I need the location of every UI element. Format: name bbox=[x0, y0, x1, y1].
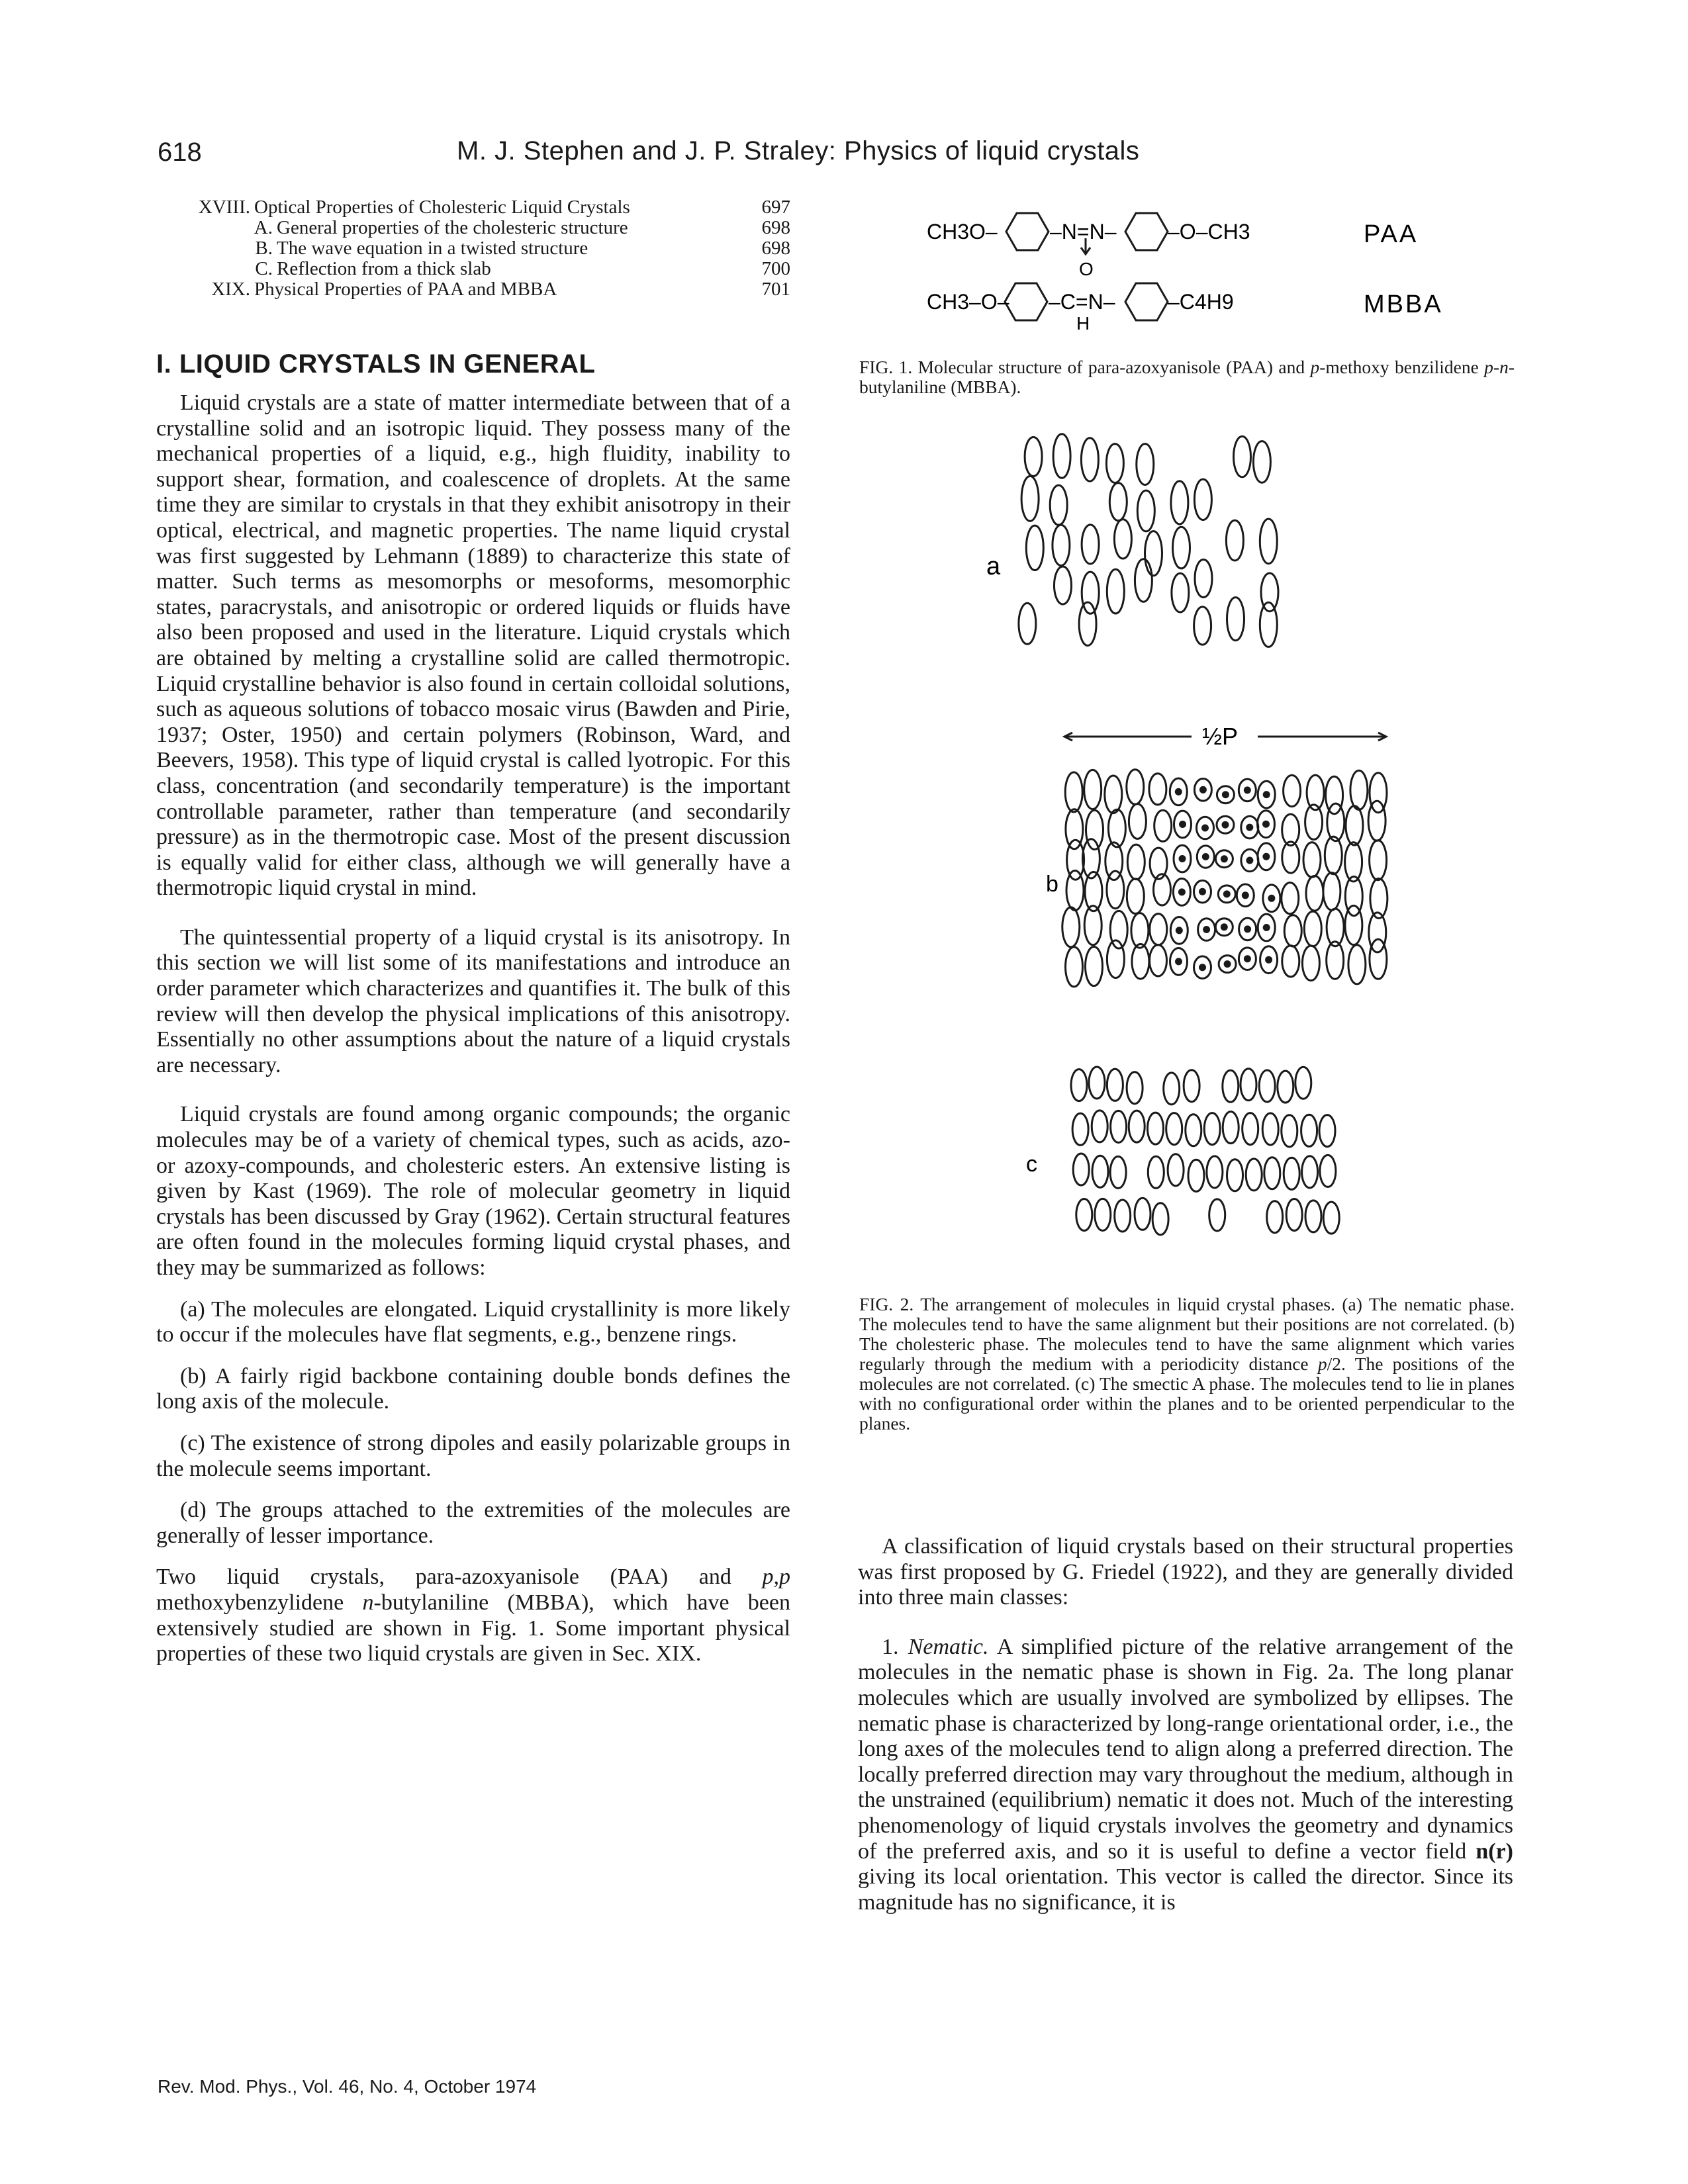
molecule-ellipse bbox=[1150, 914, 1167, 945]
molecule-ellipse bbox=[1327, 803, 1344, 841]
mbba-left-group: CH3–O– bbox=[927, 290, 1009, 314]
panel-label-a: a bbox=[986, 553, 1001, 580]
molecule-ellipse bbox=[1109, 483, 1127, 521]
molecule-ellipse bbox=[1246, 1159, 1262, 1191]
text-run: Two liquid crystals, para-azoxyanisole (PAA) and bbox=[156, 1565, 763, 1590]
toc-entry-number: XVIII. bbox=[198, 197, 250, 218]
molecule-dot bbox=[1176, 789, 1181, 794]
toc-entry-title: Reflection from a thick slab bbox=[277, 258, 491, 279]
molecule-dot bbox=[1244, 788, 1250, 793]
toc-entry bbox=[154, 238, 790, 259]
molecule-ellipse bbox=[1267, 1201, 1283, 1233]
italic-text: n bbox=[362, 1590, 374, 1615]
section-heading: I. LIQUID CRYSTALS IN GENERAL bbox=[156, 349, 596, 379]
toc-entry-title: General properties of the cholesteric structure bbox=[277, 217, 628, 238]
molecule-ellipse bbox=[1066, 947, 1083, 987]
text-run: /2. The positions of the molecules are not correlated. (c) The smectic A phase. The molecules tend to lie in planes with no configurational order within the planes and to be oriented perpendicular to the planes. bbox=[859, 1353, 1515, 1433]
molecule-ellipse bbox=[1227, 1160, 1243, 1191]
molecule-dot bbox=[1176, 928, 1182, 933]
mbba-right-group: –C4H9 bbox=[1168, 290, 1234, 314]
molecule-dot bbox=[1223, 822, 1228, 827]
molecule-ellipse bbox=[1108, 809, 1125, 847]
molecule-dot bbox=[1223, 792, 1228, 797]
left-column bbox=[156, 390, 790, 1667]
molecule-ellipse bbox=[1253, 441, 1270, 483]
molecule-ellipse bbox=[1184, 1070, 1199, 1102]
italic-text: Nematic. bbox=[908, 1634, 989, 1659]
molecule-ellipse bbox=[1326, 776, 1343, 814]
molecule-ellipse bbox=[1282, 946, 1299, 977]
italic-text: p bbox=[1317, 1353, 1327, 1374]
text-run: 1. bbox=[882, 1634, 908, 1659]
molecule-ellipse bbox=[1368, 801, 1385, 841]
molecule-ellipse bbox=[1095, 1199, 1111, 1230]
toc-entry bbox=[154, 197, 790, 218]
molecule-ellipse bbox=[1114, 520, 1131, 559]
figure-2a-nematic bbox=[980, 430, 1311, 655]
toc-entry-number: XIX. bbox=[211, 279, 250, 300]
molecule-ellipse bbox=[1302, 946, 1319, 981]
paa-left-group: CH3O– bbox=[927, 220, 998, 244]
molecule-ellipse bbox=[1370, 773, 1387, 813]
paa-label: PAA bbox=[1364, 220, 1419, 248]
molecule-ellipse bbox=[1135, 1198, 1150, 1230]
molecule-ellipse bbox=[1209, 1199, 1225, 1231]
toc-entry-page: 698 bbox=[761, 217, 790, 238]
molecule-ellipse bbox=[1089, 1067, 1105, 1099]
text-run: -methoxy benzilidene bbox=[1319, 357, 1485, 377]
italic-text: p-n bbox=[1484, 357, 1509, 377]
molecule-ellipse bbox=[1076, 1199, 1092, 1231]
molecule-ellipse bbox=[1204, 1113, 1220, 1145]
molecule-ellipse bbox=[1243, 1113, 1258, 1145]
molecule-ellipse bbox=[1092, 1111, 1107, 1142]
molecule-ellipse bbox=[1284, 915, 1301, 946]
molecule-ellipse bbox=[1148, 1156, 1164, 1188]
molecule-ellipse bbox=[1021, 476, 1039, 521]
molecule-ellipse bbox=[1370, 939, 1387, 979]
molecule-dot bbox=[1247, 858, 1252, 863]
paa-linkage: –N=N– bbox=[1050, 220, 1117, 244]
molecule-dot bbox=[1204, 927, 1209, 933]
molecule-ellipse bbox=[1107, 1069, 1123, 1101]
molecule-ellipse bbox=[1111, 1111, 1127, 1142]
molecule-dot bbox=[1266, 957, 1272, 962]
molecule-ellipse bbox=[1135, 559, 1152, 602]
list-item: (a) The molecules are elongated. Liquid crystallinity is more likely to occur if the molecules have flat segments, e.g., benzene rings. bbox=[156, 1297, 790, 1347]
molecule-ellipse bbox=[1302, 1156, 1318, 1188]
molecule-ellipse bbox=[1110, 1156, 1126, 1188]
molecule-ellipse bbox=[1152, 1203, 1168, 1235]
molecule-ellipse bbox=[1241, 1069, 1256, 1101]
mbba-linkage: –C=N– bbox=[1049, 290, 1115, 314]
figure-1-caption bbox=[859, 357, 1515, 397]
molecule-dot bbox=[1264, 854, 1269, 859]
molecule-dot bbox=[1200, 965, 1205, 970]
toc-entry bbox=[154, 279, 790, 300]
molecule-ellipse bbox=[1301, 1115, 1317, 1146]
molecule-ellipse bbox=[1194, 607, 1211, 645]
molecule-ellipse bbox=[1149, 774, 1166, 805]
molecule-ellipse bbox=[1129, 804, 1146, 839]
molecule-dot bbox=[1264, 925, 1269, 931]
bold-text: n(r) bbox=[1476, 1839, 1513, 1864]
molecule-ellipse bbox=[1115, 1200, 1131, 1232]
molecule-ellipse bbox=[1306, 876, 1323, 911]
molecule-dot bbox=[1200, 787, 1205, 792]
molecule-ellipse bbox=[1073, 1154, 1089, 1185]
body-paragraph bbox=[858, 1635, 1513, 1916]
body-paragraph bbox=[156, 1565, 790, 1666]
toc-entry-title: Physical Properties of PAA and MBBA bbox=[254, 279, 557, 300]
molecule-ellipse bbox=[1050, 485, 1067, 525]
molecule-ellipse bbox=[1092, 1156, 1108, 1187]
molecule-dot bbox=[1180, 822, 1186, 827]
molecule-ellipse bbox=[1082, 572, 1099, 614]
molecule-ellipse bbox=[1304, 911, 1321, 946]
toc-entry-page: 697 bbox=[761, 197, 790, 218]
mbba-hydrogen: H bbox=[1076, 313, 1090, 334]
paa-oxide: O bbox=[1079, 259, 1094, 279]
molecule-ellipse bbox=[1346, 806, 1363, 845]
molecule-ellipse bbox=[1348, 945, 1366, 984]
molecule-ellipse bbox=[1323, 873, 1340, 911]
toc-entry-title: The wave equation in a twisted structure bbox=[277, 238, 588, 259]
molecule-ellipse bbox=[1131, 913, 1149, 948]
molecule-ellipse bbox=[1072, 1113, 1088, 1145]
molecule-ellipse bbox=[1129, 1111, 1145, 1142]
molecule-dot bbox=[1200, 889, 1205, 894]
toc-entry bbox=[154, 218, 790, 238]
molecule-dot bbox=[1203, 854, 1208, 860]
molecule-ellipse bbox=[1171, 481, 1188, 524]
molecule-ellipse bbox=[1260, 519, 1277, 563]
molecule-ellipse bbox=[1150, 945, 1167, 976]
molecule-ellipse bbox=[1053, 434, 1070, 478]
molecule-ellipse bbox=[1223, 1070, 1239, 1102]
molecule-ellipse bbox=[1166, 1113, 1182, 1145]
figure-2b-cholesteric bbox=[980, 718, 1430, 1009]
molecule-ellipse bbox=[1282, 1115, 1297, 1147]
body-paragraph: Liquid crystals are a state of matter intermediate between that of a crystalline solid and an isotropic liquid. They possess many of the mechanical properties of a liquid, e.g., high fluidity, inability to support shear, formation, and coalescence of droplets. At the same time they are similar to crystals in that they exhibit anisotropy in their optical, electrical, and magnetic properties. The name liquid crystal was first suggested by Lehmann (1889) to characterize this state of matter. Such terms as mesomorphs or mesoforms, mesomorphic states, paracrystals, and anisotropic or ordered liquids or fluids have also been proposed and used in the literature. Liquid crystals which are obtained by melting a crystalline solid are called thermotropic. Liquid crystalline behavior is also found in certain colloidal solutions, such as aqueous solutions of tobacco mosaic virus (Bawden and Pirie, 1937; Oster, 1950) and certain polymers (Robinson, Ward, and Beevers, 1958). This type of liquid crystal is called lyotropic. For this class, concentration (and secondarily temperature) is the important controllable parameter, rather than temperature (and secondarily pressure) as in the thermotropic case. Most of the present discussion is equally valid for either class, although we will generally have a thermotropic liquid crystal in mind. bbox=[156, 390, 790, 901]
italic-text: p bbox=[1310, 357, 1320, 377]
molecule-dot bbox=[1264, 792, 1269, 797]
molecule-dot bbox=[1180, 856, 1185, 862]
molecule-ellipse bbox=[1065, 772, 1082, 812]
molecule-ellipse bbox=[1345, 905, 1362, 944]
molecule-ellipse bbox=[1025, 437, 1042, 477]
text-run: methoxybenzylidene bbox=[156, 1590, 363, 1615]
molecule-ellipse bbox=[1062, 907, 1080, 947]
table-of-contents bbox=[154, 197, 790, 300]
molecule-ellipse bbox=[1127, 879, 1144, 914]
benzene-ring-icon bbox=[1125, 213, 1168, 250]
molecule-ellipse bbox=[1086, 947, 1103, 986]
molecule-ellipse bbox=[1323, 1202, 1339, 1234]
molecule-ellipse bbox=[1154, 810, 1172, 841]
molecule-ellipse bbox=[1319, 1115, 1335, 1147]
toc-entry-page: 700 bbox=[761, 258, 790, 279]
molecule-ellipse bbox=[1282, 883, 1299, 914]
benzene-ring-icon bbox=[1005, 283, 1047, 320]
molecule-ellipse bbox=[1086, 810, 1103, 849]
molecule-ellipse bbox=[1186, 1115, 1201, 1146]
text-run: FIG. 2. The arrangement of molecules in liquid crystal phases. (a) The nematic phase. The molecules tend to have the same alignment but their positions are not correlated. (b) The cholesteric phase. The molecules tend to have the same alignment which varies regularly through the medium with a periodicity distance bbox=[859, 1294, 1515, 1374]
toc-entry-page: 701 bbox=[761, 279, 790, 300]
molecule-ellipse bbox=[1148, 1113, 1164, 1144]
molecule-ellipse bbox=[1084, 770, 1102, 809]
toc-entry-title: Optical Properties of Cholesteric Liquid Crystals bbox=[254, 197, 630, 218]
molecule-ellipse bbox=[1284, 1158, 1299, 1189]
molecule-ellipse bbox=[1226, 520, 1243, 561]
benzene-ring-icon bbox=[1006, 213, 1049, 250]
molecule-ellipse bbox=[1320, 1155, 1336, 1187]
molecule-ellipse bbox=[1137, 444, 1154, 485]
text-run: A simplified picture of the relative arrangement of the molecules in the nematic phase is shown in Fig. 2a. The long planar molecules which are usually involved are symbolized by ellipses. The nematic phase is characterized by long-range orientational order, i.e., the long axes of the molecules tend to align along a preferred direction. The locally preferred direction may vary throughout the medium, although in the unstrained (equilibrium) nematic it does not. Much of the interesting phenomenology of liquid crystals involves the geometry and dynamics of the preferred axis, and so it is useful to define a vector field bbox=[858, 1634, 1514, 1864]
figure-1-molecules bbox=[927, 197, 1509, 349]
molecule-ellipse bbox=[1145, 531, 1162, 576]
molecule-ellipse bbox=[1188, 1160, 1204, 1191]
body-paragraph: Liquid crystals are found among organic compounds; the organic molecules may be of a variety of chemical types, such as acids, azo- or azoxy-compounds, and cholesteric esters. An extensive listing is given by Kast (1969). The role of molecular geometry in liquid crystals has been discussed by Gray (1962). Certain structural features are often found in the molecules forming liquid crystal phases, and they may be summarized as follows: bbox=[156, 1102, 790, 1280]
molecule-ellipse bbox=[1107, 871, 1124, 909]
molecule-ellipse bbox=[1172, 573, 1189, 612]
molecule-ellipse bbox=[1173, 527, 1190, 569]
molecule-dot bbox=[1245, 927, 1250, 932]
molecule-ellipse bbox=[1081, 438, 1098, 481]
pitch-label: ½P bbox=[1202, 723, 1239, 750]
running-title: M. J. Stephen and J. P. Straley: Physics of liquid crystals bbox=[457, 136, 1140, 165]
molecule-ellipse bbox=[1164, 1073, 1180, 1105]
molecule-ellipse bbox=[1370, 841, 1387, 880]
toc-entry-page: 698 bbox=[761, 238, 790, 259]
mbba-label: MBBA bbox=[1364, 291, 1443, 318]
toc-entry-number: C. bbox=[255, 258, 273, 279]
toc-entry bbox=[154, 259, 790, 279]
panel-label-c: c bbox=[1026, 1152, 1037, 1177]
molecule-ellipse bbox=[1105, 776, 1122, 813]
list-item: (d) The groups attached to the extremities of the molecules are generally of lesser importance. bbox=[156, 1498, 790, 1548]
molecule-ellipse bbox=[1127, 844, 1145, 880]
molecule-ellipse bbox=[1137, 490, 1154, 531]
molecule-dot bbox=[1225, 962, 1230, 967]
molecule-dot bbox=[1244, 956, 1250, 962]
molecule-ellipse bbox=[1227, 598, 1244, 641]
body-paragraph: The quintessential property of a liquid crystal is its anisotropy. In this section we will list some of its manifestations and introduce an order parameter which characterizes and quantifies it. The bulk of this review will then develop the physical implications of this anisotropy. Essentially no other assumptions about the nature of a liquid crystals are necessary. bbox=[156, 925, 790, 1077]
molecule-ellipse bbox=[1303, 842, 1321, 878]
molecule-ellipse bbox=[1195, 560, 1212, 598]
molecule-dot bbox=[1243, 893, 1248, 898]
molecule-ellipse bbox=[1132, 944, 1149, 979]
text-run: -butylaniline (MBBA). bbox=[859, 357, 1515, 397]
list-item: (c) The existence of strong dipoles and easily polarizable groups in the molecule seems important. bbox=[156, 1430, 790, 1481]
molecule-dot bbox=[1224, 891, 1229, 897]
molecule-ellipse bbox=[1295, 1067, 1311, 1099]
molecule-ellipse bbox=[1071, 1069, 1087, 1101]
toc-entry-number: B. bbox=[255, 238, 273, 259]
molecule-ellipse bbox=[1194, 479, 1211, 520]
toc-entry-number: A. bbox=[254, 217, 273, 238]
molecule-dot bbox=[1179, 889, 1184, 895]
molecule-ellipse bbox=[1026, 525, 1043, 570]
molecule-ellipse bbox=[1127, 770, 1144, 805]
molecule-ellipse bbox=[1127, 1072, 1143, 1104]
molecule-dot bbox=[1203, 825, 1208, 831]
molecule-ellipse bbox=[1284, 775, 1301, 806]
molecule-ellipse bbox=[1264, 1158, 1280, 1189]
molecule-ellipse bbox=[1234, 436, 1251, 477]
molecule-ellipse bbox=[1019, 603, 1036, 644]
molecule-ellipse bbox=[1278, 1071, 1293, 1103]
italic-text: p,p bbox=[762, 1565, 790, 1590]
molecule-ellipse bbox=[1106, 444, 1123, 483]
molecule-dot bbox=[1221, 925, 1227, 930]
molecule-ellipse bbox=[1305, 1201, 1321, 1232]
figure-2-caption bbox=[859, 1295, 1515, 1433]
molecule-ellipse bbox=[1260, 602, 1277, 647]
molecule-ellipse bbox=[1168, 1154, 1184, 1186]
molecule-dot bbox=[1264, 821, 1269, 827]
panel-label-b: b bbox=[1046, 872, 1058, 897]
text-run: -butylaniline (MBBA), which have been extensively studied are shown in Fig. 1. Some important physical properties of these two liquid crystals are given in Sec. XIX. bbox=[156, 1590, 790, 1666]
molecule-dot bbox=[1247, 825, 1252, 830]
molecule-ellipse bbox=[1207, 1156, 1223, 1188]
molecule-ellipse bbox=[1350, 770, 1368, 809]
body-paragraph: A classification of liquid crystals based on their structural properties was first proposed by G. Friedel (1922), and they are generally divided into three main classes: bbox=[858, 1534, 1513, 1610]
right-column bbox=[858, 1534, 1513, 1915]
text-run: FIG. 1. Molecular structure of para-azoxyanisole (PAA) and bbox=[859, 357, 1311, 377]
paa-right-group: –O–CH3 bbox=[1168, 220, 1250, 244]
benzene-ring-icon bbox=[1125, 283, 1168, 320]
molecule-dot bbox=[1221, 856, 1227, 862]
molecule-ellipse bbox=[1079, 602, 1096, 645]
figure-2c-smectic bbox=[1019, 1059, 1364, 1257]
footer-citation: Rev. Mod. Phys., Vol. 46, No. 4, October 1974 bbox=[158, 2076, 537, 2097]
molecule-ellipse bbox=[1053, 525, 1070, 565]
text-run: giving its local orientation. This vector is called the director. Since its magnitude has no significance, it is bbox=[858, 1864, 1513, 1915]
page-number: 618 bbox=[158, 138, 202, 167]
molecule-ellipse bbox=[1262, 1113, 1278, 1145]
molecule-ellipse bbox=[1325, 837, 1342, 874]
molecule-ellipse bbox=[1286, 1199, 1302, 1231]
molecule-ellipse bbox=[1082, 525, 1099, 564]
molecule-dot bbox=[1269, 895, 1274, 901]
molecule-ellipse bbox=[1066, 871, 1084, 911]
molecule-ellipse bbox=[1055, 567, 1072, 604]
molecule-ellipse bbox=[1107, 569, 1124, 614]
molecule-ellipse bbox=[1223, 1112, 1239, 1144]
molecule-ellipse bbox=[1259, 1070, 1275, 1102]
list-item: (b) A fairly rigid backbone containing double bonds defines the long axis of the molecule. bbox=[156, 1363, 790, 1414]
molecule-dot bbox=[1176, 959, 1182, 964]
